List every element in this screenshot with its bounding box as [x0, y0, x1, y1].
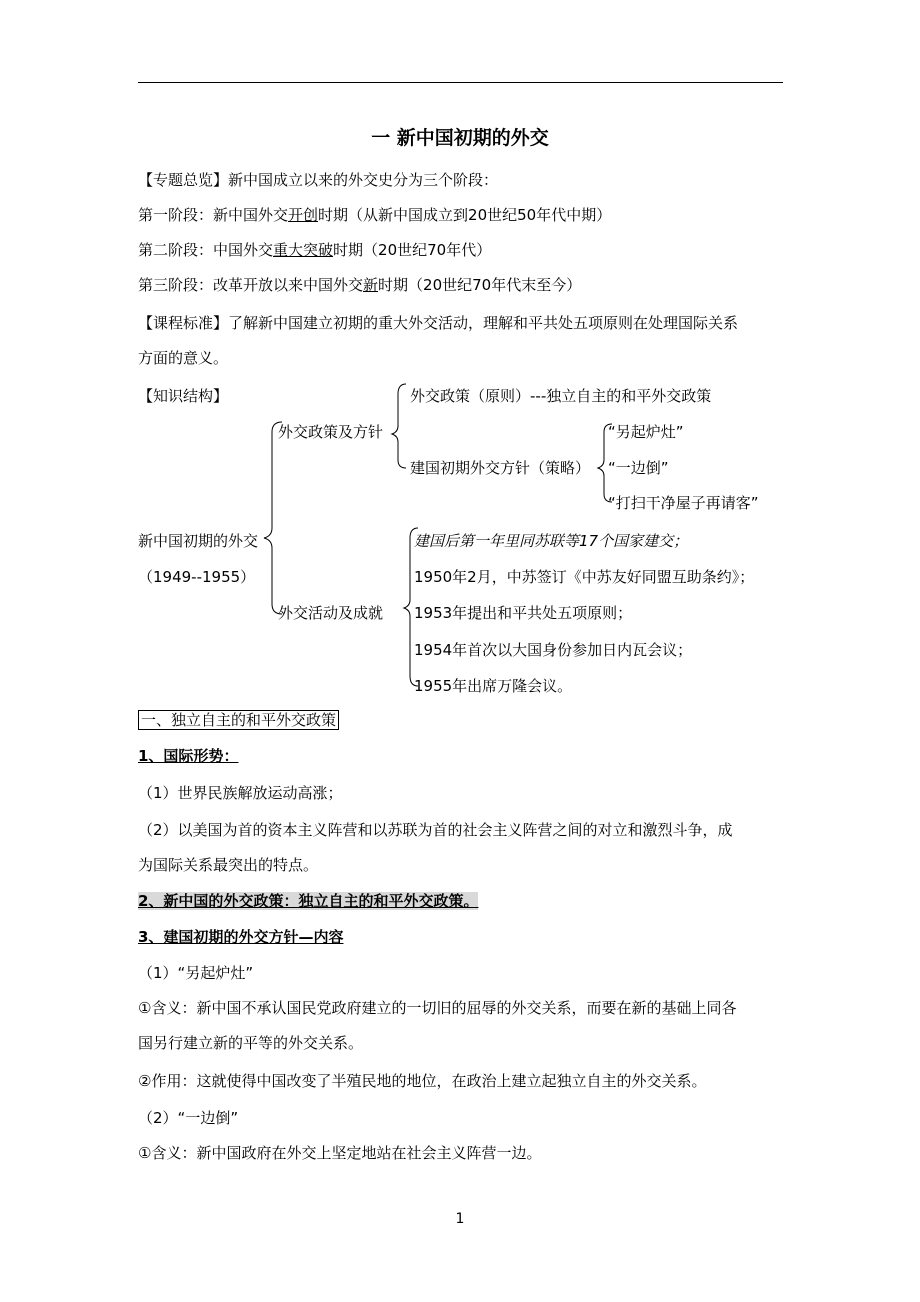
achievement-item-2: 1950年2月，中苏签订《中苏友好同盟互助条约》；: [414, 568, 755, 586]
root-node: 新中国初期的外交: [138, 532, 259, 550]
strategy-item-2: “一边倒”: [608, 459, 669, 477]
stage-3-post: 时期（20世纪70年代末至今）: [378, 276, 582, 294]
structure-label: 【知识结构】: [138, 387, 229, 405]
stage-1-pre: 第一阶段：新中国外交: [138, 206, 289, 224]
achievement-item-1: 建国后第一年里同苏联等17个国家建交；: [414, 532, 689, 550]
strategy-item-3: “打扫干净屋子再请客”: [608, 494, 759, 512]
paragraph-2a: （2）以美国为首的资本主义阵营和以苏联为首的社会主义阵营之间的对立和激烈斗争，成: [138, 821, 733, 839]
item-1-meaning-a: ①含义：新中国不承认国民党政府建立的一切旧的屈辱的外交关系，而要在新的基础上同各: [138, 999, 737, 1017]
item-2-title: （2）“一边倒”: [138, 1109, 239, 1127]
paragraph-1: （1）世界民族解放运动高涨；: [138, 784, 343, 802]
achievement-item-4: 1954年首次以大国身份参加日内瓦会议；: [414, 641, 693, 659]
standard-text: 了解新中国建立初期的重大外交活动，理解和平共处五项原则在处理国际关系: [228, 314, 739, 332]
stage-2-pre: 第二阶段：中国外交: [138, 241, 274, 259]
stage-1-post: 时期（从新中国成立到20世纪50年代中期）: [318, 206, 612, 224]
branch1-brace: [392, 384, 406, 468]
strategy-item-1: “另起炉灶”: [608, 423, 684, 441]
stage-3-key: 新: [363, 276, 379, 294]
standard-line-2: 方面的意义。: [138, 349, 229, 367]
paragraph-2b: 为国际关系最突出的特点。: [138, 856, 319, 874]
overview-text: 新中国成立以来的外交史分为三个阶段：: [228, 171, 499, 189]
section-heading-box: [138, 710, 339, 730]
item-1-effect: ②作用：这就使得中国改变了半殖民地的地位，在政治上建立起独立自主的外交关系。: [138, 1072, 707, 1090]
subheading-policy-box: [138, 891, 478, 911]
page-title: 一 新中国初期的外交: [371, 127, 549, 149]
section-heading: 一、独立自主的和平外交政策: [138, 710, 339, 730]
standard-label: 【课程标准】: [138, 314, 229, 332]
stage-3-pre: 第三阶段：改革开放以来中国外交: [138, 276, 364, 294]
item-2-meaning: ①含义：新中国政府在外交上坚定地站在社会主义阵营一边。: [138, 1144, 542, 1162]
achievement-item-5: 1955年出席万隆会议。: [414, 677, 573, 695]
achievement-item-3: 1953年提出和平共处五项原则；: [414, 604, 633, 622]
branch-node-activities: 外交活动及成就: [278, 604, 384, 622]
root-brace: [264, 422, 282, 614]
item-1-meaning-b: 国另行建立新的平等的外交关系。: [138, 1034, 364, 1052]
root-years: （1949--1955）: [138, 568, 256, 586]
subheading-policy: 2、新中国的外交政策：独立自主的和平外交政策。: [138, 892, 479, 910]
stage-2-key: 重大突破: [273, 241, 334, 259]
stage-2-post: 时期（20世纪70年代）: [333, 241, 492, 259]
stage-1-key: 开创: [288, 206, 319, 224]
policy-node: 外交政策（原则）---独立自主的和平外交政策: [410, 387, 712, 405]
strategy-node: 建国初期外交方针（策略）: [410, 459, 591, 477]
overview-label: 【专题总览】: [138, 171, 229, 189]
branch-node-policy: 外交政策及方针: [278, 423, 384, 441]
item-1-title: （1）“另起炉灶”: [138, 964, 254, 982]
subheading-guidelines: 3、建国初期的外交方针—内容: [138, 928, 344, 946]
subheading-international-situation: 1、国际形势：: [138, 747, 239, 765]
page-number: 1: [455, 1211, 465, 1227]
